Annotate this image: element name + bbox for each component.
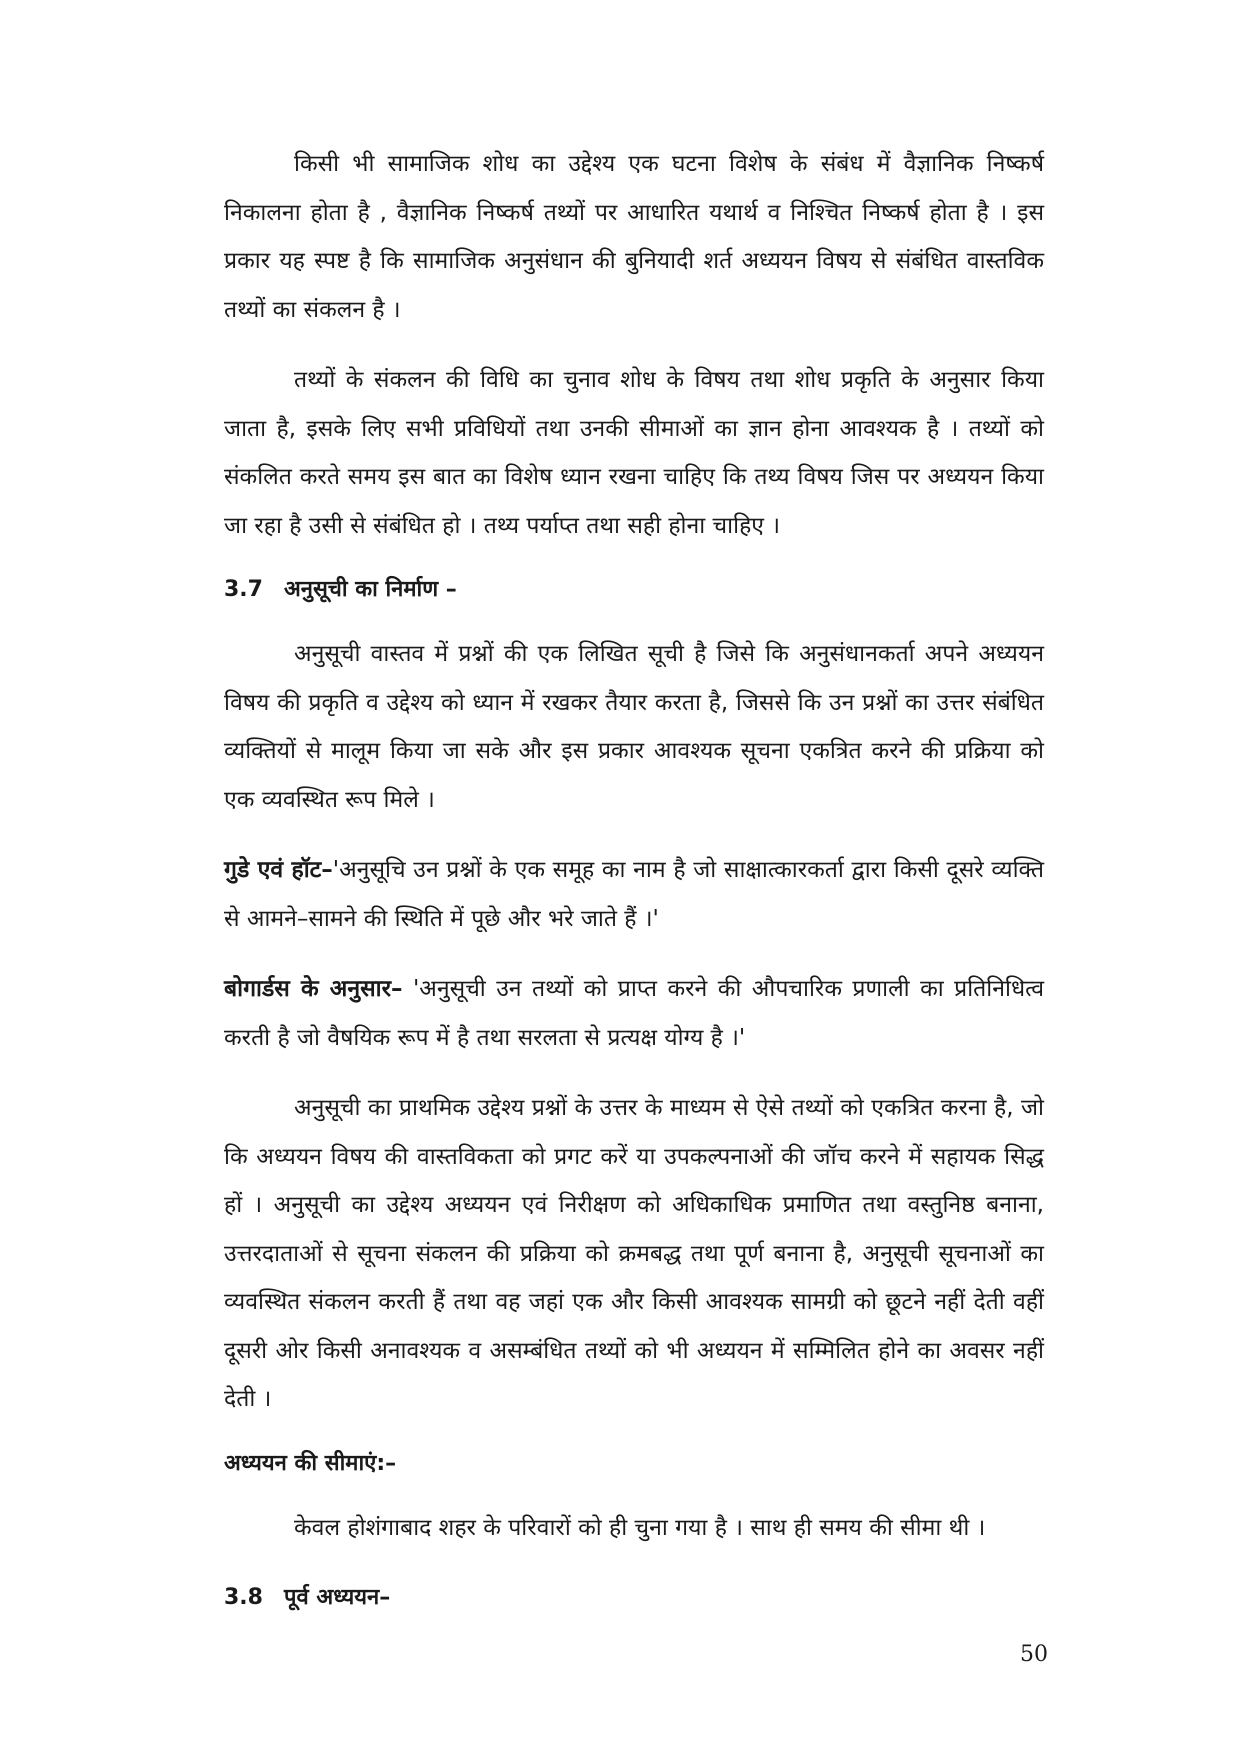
paragraph-schedule-purpose: अनुसूची का प्राथमिक उद्देश्य प्रश्नों के उत्तर के माध्यम से ऐसे तथ्यों को एकत्रित करना है, जो कि अध्ययन विषय की वास्तविकता को प्रगट करें या उपकल्पनाओं की जॉच करने में सहायक सिद्ध हों । अनुसूची का उद्देश्य अध्ययन एवं निरीक्षण को अधिकाधिक प्रमाणित तथा वस्तुनिष्ठ बनाना, उत्तरदाताओं से सूचना संकलन की प्रक्रिया को क्रमबद्ध तथा पूर्ण बनाना है, अनुसूची सूचनाओं का व्यवस्थित संकलन करती हैं तथा वह जहां एक और किसी आवश्यक सामग्री को छूटने नहीं देती वहीं दूसरी ओर किसी अनावश्यक व असम्बंधित तथ्यों को भी अध्ययन में सम्मिलित होने का अवसर नहीं देती । bbox=[224, 1095, 1044, 1412]
page-content bbox=[224, 140, 1044, 1622]
paragraph-schedule-definition: अनुसूची वास्तव में प्रश्नों की एक लिखित सूची है जिसे कि अनुसंधानकर्ता अपने अध्ययन विषय की प्रकृति व उद्देश्य को ध्यान में रखकर तैयार करता है, जिससे कि उन प्रश्नों का उत्तर संबंधित व्यक्तियों से मालूम किया जा सके और इस प्रकार आवश्यक सूचना एकत्रित करने की प्रक्रिया को एक व्यवस्थित रूप मिले । bbox=[224, 641, 1044, 813]
paragraph-research-objective: किसी भी सामाजिक शोध का उद्देश्य एक घटना विशेष के संबंध में वैज्ञानिक निष्कर्ष निकालना होता है , वैज्ञानिक निष्कर्ष तथ्यों पर आधारित यथार्थ व निश्चित निष्कर्ष होता है । इस प्रकार यह स्पष्ट है कि सामाजिक अनुसंधान की बुनियादी शर्त अध्ययन विषय से संबंधित वास्तविक तथ्यों का संकलन है । bbox=[224, 151, 1044, 323]
paragraph-goode-hatt-quote bbox=[224, 846, 1044, 943]
paragraph-bogardus-quote bbox=[224, 965, 1044, 1062]
page-number: 50 bbox=[1020, 1642, 1048, 1667]
quote-author-goode-hatt: गुडे एवं हॉट– bbox=[224, 857, 333, 883]
section-title: अनुसूची का निर्माण – bbox=[284, 577, 457, 602]
section-title: पूर्व अध्ययन– bbox=[284, 1585, 391, 1610]
section-heading-3-7 bbox=[224, 566, 1044, 614]
paragraph-data-collection: तथ्यों के संकलन की विधि का चुनाव शोध के विषय तथा शोध प्रकृति के अनुसार किया जाता है, इसके लिए सभी प्रविधियों तथा उनकी सीमाओं का ज्ञान होना आवश्यक है । तथ्यों को संकलित करते समय इस बात का विशेष ध्यान रखना चाहिए कि तथ्य विषय जिस पर अध्ययन किया जा रहा है उसी से संबंधित हो । तथ्य पर्याप्त तथा सही होना चाहिए । bbox=[224, 367, 1044, 539]
quote-text: 'अनुसूची उन तथ्यों को प्राप्त करने की औपचारिक प्रणाली का प्रतिनिधित्व करती है जो वैषयिक रूप में है तथा सरलता से प्रत्यक्ष योग्य है ।' bbox=[224, 976, 1044, 1051]
quote-author-bogardus: बोगार्डस के अनुसार– bbox=[224, 976, 403, 1002]
section-number: 3.8 bbox=[224, 1585, 263, 1610]
section-number: 3.7 bbox=[224, 577, 263, 602]
paragraph-study-limits: केवल होशंगाबाद शहर के परिवारों को ही चुना गया है । साथ ही समय की सीमा थी । bbox=[294, 1514, 986, 1541]
section-heading-limits: अध्ययन की सीमाएं:– bbox=[224, 1450, 397, 1476]
quote-text: 'अनुसूचि उन प्रश्नों के एक समूह का नाम है जो साक्षात्कारकर्ता द्वारा किसी दूसरे व्यक्ति से आमने–सामने की स्थिति में पूछे और भरे जाते हैं ।' bbox=[224, 857, 1044, 932]
section-heading-3-8 bbox=[224, 1574, 1044, 1622]
